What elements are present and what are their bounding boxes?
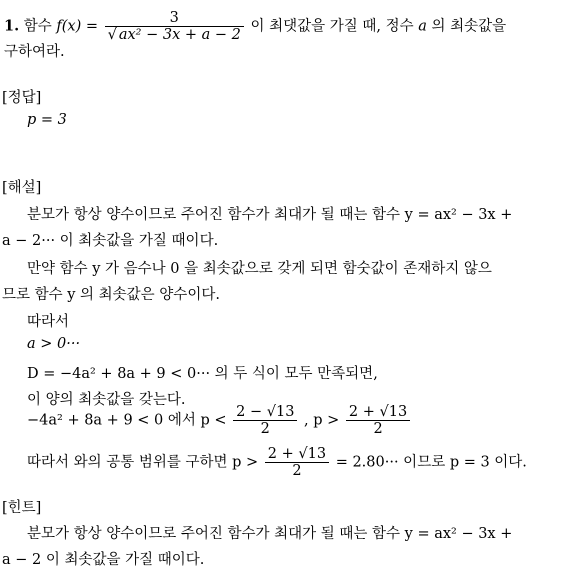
problem-number: 1. xyxy=(4,17,20,35)
fraction-numerator: 2 + √13 xyxy=(267,446,327,462)
fraction-denominator: 2 xyxy=(346,420,410,437)
function-fraction xyxy=(105,10,244,43)
fraction-denominator: 2 xyxy=(233,420,297,437)
radical-sign: √ xyxy=(107,27,117,43)
conclusion-result: = 2.80··· 이므로 p = 3 이다. xyxy=(335,454,527,471)
inequality-text: −4a² + 8a + 9 < 0 에서 p < xyxy=(27,412,227,429)
problem-intro: 함수 xyxy=(23,18,52,35)
fraction-denominator xyxy=(105,26,244,43)
radicand: ax² − 3x + a − 2 xyxy=(118,27,241,43)
problem-line-2: 구하여라. xyxy=(4,44,65,60)
hint-header: [힌트] xyxy=(2,500,42,516)
fraction-numerator: 3 xyxy=(169,10,179,26)
solution-line-2: a − 2··· 이 최솟값을 가질 때이다. xyxy=(2,233,219,249)
answer-value: p = 3 xyxy=(27,112,67,128)
hint-line-2: a − 2 이 최솟값을 가질 때이다. xyxy=(2,552,205,568)
solution-line-3: 만약 함수 y 가 음수나 0 을 최솟값으로 갖게 되면 함숫값이 존재하지 않으 xyxy=(27,261,492,277)
solution-line-5: 따라서 xyxy=(27,314,70,330)
solution-line-6: a > 0··· xyxy=(27,336,81,352)
function-notation: f(x) = xyxy=(56,18,98,35)
problem-question: 의 최솟값을 xyxy=(431,18,507,35)
solution-line-10 xyxy=(27,446,527,479)
conclusion-text: 따라서 와의 공통 범위를 구하면 p > xyxy=(27,454,259,471)
fraction-lower-root xyxy=(233,404,297,437)
problem-condition: 이 최댓값을 가질 때, 정수 xyxy=(250,18,414,35)
answer-header: [정답] xyxy=(2,90,42,106)
solution-line-8: 이 양의 최솟값을 갖는다. xyxy=(27,392,186,408)
fraction-bound xyxy=(265,446,329,479)
problem-line-1 xyxy=(4,10,506,43)
fraction-denominator: 2 xyxy=(265,462,329,479)
fraction-numerator: 2 + √13 xyxy=(348,404,408,420)
fraction-upper-root xyxy=(346,404,410,437)
solution-line-7: D = −4a² + 8a + 9 < 0··· 의 두 식이 모두 만족되면, xyxy=(27,366,378,382)
fraction-numerator: 2 − √13 xyxy=(236,404,295,420)
solution-line-9 xyxy=(27,404,412,437)
solution-line-4: 므로 함수 y 의 최솟값은 양수이다. xyxy=(2,287,220,303)
variable-a: a xyxy=(418,18,427,35)
solution-line-1: 분모가 항상 양수이므로 주어진 함수가 최대가 될 때는 함수 y = ax² − 3x + xyxy=(27,207,513,223)
hint-line-1: 분모가 항상 양수이므로 주어진 함수가 최대가 될 때는 함수 y = ax² − 3x + xyxy=(27,526,513,542)
inequality-separator: , p > xyxy=(304,412,340,429)
solution-header: [해설] xyxy=(2,180,42,196)
